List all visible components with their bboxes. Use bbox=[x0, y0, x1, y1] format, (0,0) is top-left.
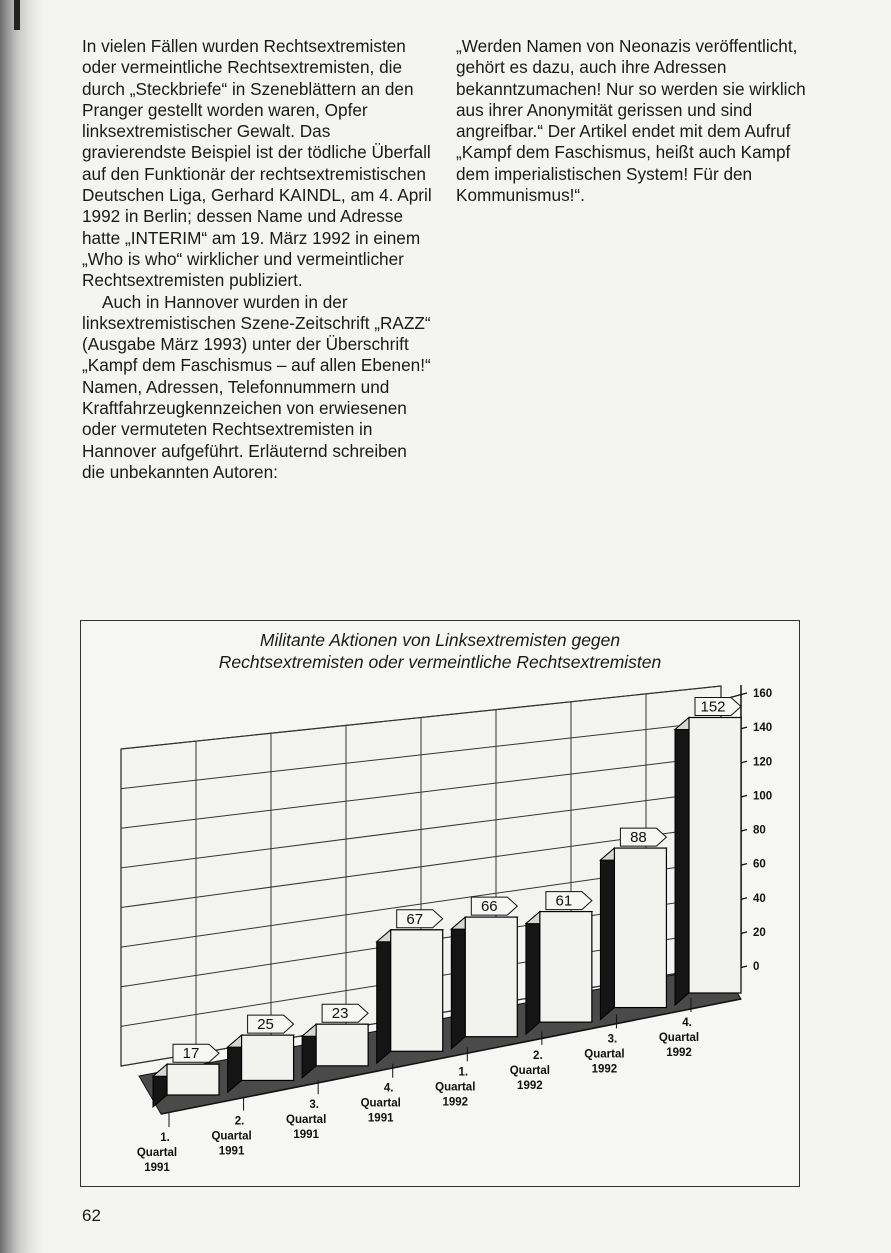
y-tick-label: 0 bbox=[753, 961, 760, 973]
y-tick-label: 100 bbox=[753, 790, 773, 803]
category-label: Quartal bbox=[584, 1048, 625, 1061]
category-label: Quartal bbox=[658, 1032, 700, 1044]
category-label: 1991 bbox=[367, 1112, 394, 1125]
bar-chart bbox=[81, 621, 799, 1186]
value-label: 88 bbox=[630, 829, 647, 847]
y-tick-label: 80 bbox=[753, 824, 766, 837]
category-label: 1. bbox=[160, 1132, 170, 1144]
bar-side bbox=[675, 718, 689, 1006]
bar-front bbox=[465, 917, 517, 1037]
y-tick-label: 40 bbox=[753, 892, 766, 905]
category-label: Quartal bbox=[211, 1130, 252, 1143]
book-spine-shadow bbox=[0, 0, 44, 1253]
value-label: 25 bbox=[257, 1016, 274, 1034]
y-tick-label: 160 bbox=[753, 688, 773, 700]
category-label: 1991 bbox=[293, 1129, 319, 1142]
bar-front bbox=[689, 718, 741, 994]
category-label: 1992 bbox=[591, 1063, 618, 1076]
category-label: 2. bbox=[533, 1049, 543, 1062]
bar-side bbox=[377, 930, 391, 1064]
category-label: 1992 bbox=[517, 1079, 543, 1092]
chart-title-line: Militante Aktionen von Linksextremisten gegen bbox=[259, 630, 621, 650]
left-text-column bbox=[82, 36, 432, 483]
category-label: Quartal bbox=[435, 1081, 476, 1094]
value-label: 66 bbox=[480, 898, 498, 916]
category-label: 1. bbox=[458, 1066, 469, 1079]
bar-side bbox=[526, 912, 540, 1035]
category-label: 3. bbox=[309, 1099, 319, 1112]
category-label: 1992 bbox=[666, 1047, 692, 1059]
bar-front bbox=[316, 1024, 368, 1066]
category-label: 4. bbox=[383, 1082, 394, 1095]
y-tick-label: 20 bbox=[753, 926, 766, 939]
bar-side bbox=[600, 848, 614, 1020]
category-label: 4. bbox=[682, 1017, 692, 1029]
bar-front bbox=[167, 1064, 219, 1095]
paragraph: In vielen Fällen wurden Rechtsextremisten oder vermeintliche Rechtsextremisten, die durch „Steckbriefe“ in Szeneblättern an den Pranger gestellt worden waren, Opfer linksextremistischer Gewalt. Das gravierendste Beispiel ist der tödliche Überfall auf den Funktionär der rechtsextremistischen Deutschen Liga, Gerhard KAINDL, am 4. April 1992 in Berlin; dessen Name und Adresse hatte „INTERIM“ am 19. März 1992 in einem „Who is who“ wirklicher und vermeintlicher Rechtsextremisten publiziert. bbox=[82, 36, 432, 291]
value-label: 23 bbox=[331, 1005, 349, 1023]
spine-mark bbox=[14, 0, 20, 30]
chart-box bbox=[80, 620, 800, 1187]
value-label: 152 bbox=[700, 698, 726, 716]
category-label: 1992 bbox=[442, 1096, 469, 1109]
y-tick-label: 60 bbox=[753, 858, 766, 871]
right-text-column bbox=[456, 36, 811, 206]
category-label: 2. bbox=[234, 1115, 245, 1128]
bar-front bbox=[540, 912, 592, 1023]
bar-front bbox=[242, 1035, 294, 1080]
y-tick-label: 120 bbox=[753, 756, 773, 769]
bar-front bbox=[614, 848, 666, 1008]
category-label: 1991 bbox=[144, 1162, 170, 1174]
y-tick-label: 140 bbox=[753, 722, 773, 735]
value-label: 67 bbox=[406, 910, 424, 928]
paragraph: Auch in Hannover wurden in der linksextremistischen Szene-Zeitschrift „RAZZ“ (Ausgabe März 1993) unter der Überschrift „Kampf dem Faschismus – auf allen Ebenen!“ Namen, Adressen, Telefonnummern und Kraftfahrzeugkennzeichen von erwiesenen oder vermuteten Rechtsextremisten in Hannover aufgeführt. Erläuternd schreiben die unbekannten Autoren: bbox=[82, 291, 431, 482]
category-label: Quartal bbox=[136, 1147, 178, 1159]
value-label: 17 bbox=[182, 1045, 200, 1063]
category-label: Quartal bbox=[360, 1097, 401, 1110]
page-number: 62 bbox=[82, 1206, 101, 1225]
category-label: 1991 bbox=[218, 1145, 245, 1158]
value-label: 61 bbox=[555, 892, 573, 910]
bar-side bbox=[451, 917, 465, 1049]
category-label: Quartal bbox=[286, 1114, 327, 1127]
category-label: 3. bbox=[607, 1033, 618, 1046]
chart-title-line: Rechtsextremisten oder vermeintliche Rechtsextremisten bbox=[218, 652, 662, 672]
category-label: Quartal bbox=[509, 1064, 550, 1077]
paragraph: „Werden Namen von Neonazis veröffentlicht, gehört es dazu, auch ihre Adressen bekanntzumachen! Nur so werden sie wirklich aus ihrer Anonymität gerissen und sind angreifbar.“ Der Artikel endet mit dem Aufruf „Kampf dem Faschismus, heißt auch Kampf dem imperialistischen System! Für den Kommunismus!“. bbox=[456, 36, 806, 206]
bar-front bbox=[391, 930, 443, 1051]
